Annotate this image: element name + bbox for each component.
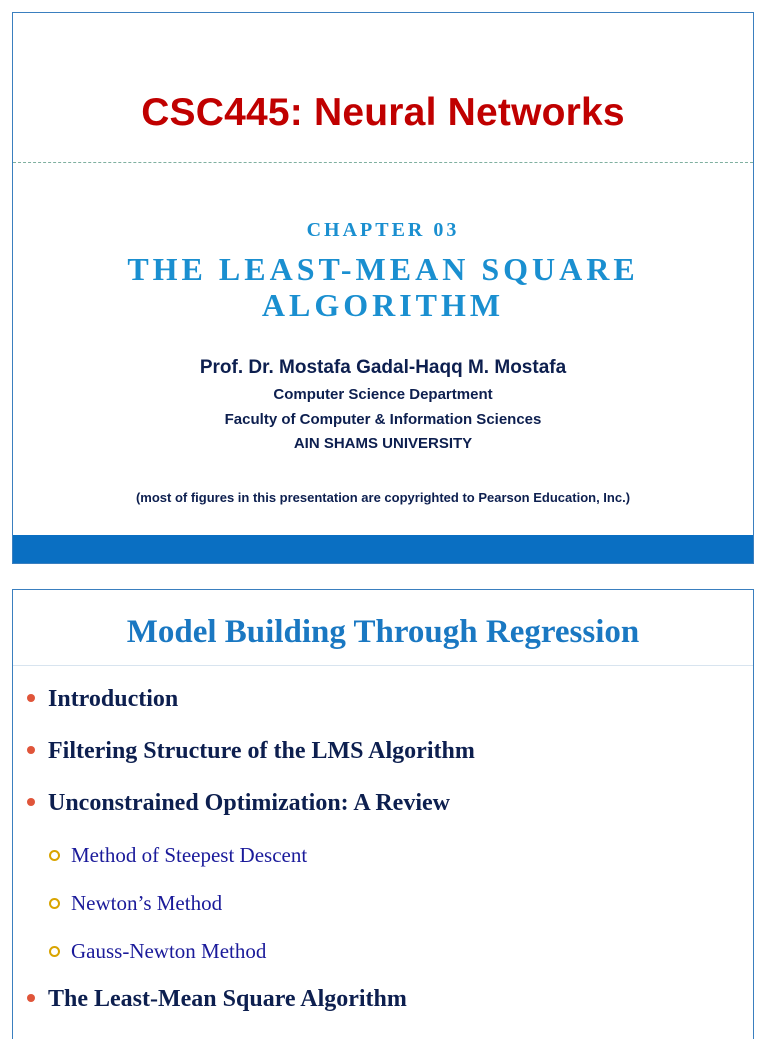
chapter-title-line-1: THE LEAST-MEAN SQUARE	[127, 251, 639, 287]
chapter-title	[13, 251, 753, 323]
course-title: CSC445: Neural Networks	[141, 91, 625, 134]
chapter-label: CHAPTER 03	[306, 219, 460, 241]
sub-bullet-item	[49, 939, 266, 965]
bullet-item	[27, 790, 450, 820]
title-divider	[13, 665, 753, 666]
slide-title: Model Building Through Regression	[126, 614, 640, 650]
title-slide	[12, 12, 754, 564]
sub-bullet-label: Newton’s Method	[71, 891, 223, 915]
sub-bullet-ring-icon	[49, 898, 60, 909]
bullet-item	[27, 686, 178, 716]
faculty: Faculty of Computer & Information Sciences	[224, 411, 542, 428]
bullet-label: Unconstrained Optimization: A Review	[48, 790, 450, 816]
copyright-note: (most of figures in this presentation are copyrighted to Pearson Education, Inc.)	[135, 490, 631, 505]
sub-bullet-ring-icon	[49, 946, 60, 957]
chapter-title-line-2: ALGORITHM	[261, 287, 505, 323]
bullet-item	[27, 738, 475, 768]
title-divider	[13, 162, 753, 163]
outline-slide	[12, 589, 754, 1039]
department: Computer Science Department	[273, 386, 493, 403]
bullet-dot-icon	[27, 798, 35, 806]
bullet-label: Filtering Structure of the LMS Algorithm	[48, 738, 475, 764]
footer-bar	[13, 535, 753, 563]
bullet-label: Introduction	[48, 686, 179, 712]
sub-bullet-ring-icon	[49, 850, 60, 861]
sub-bullet-label: Method of Steepest Descent	[71, 843, 308, 867]
university: AIN SHAMS UNIVERSITY	[293, 435, 473, 452]
author-name: Prof. Dr. Mostafa Gadal-Haqq M. Mostafa	[199, 357, 567, 378]
sub-bullet-item	[49, 891, 222, 917]
bullet-dot-icon	[27, 994, 35, 1002]
bullet-label: The Least-Mean Square Algorithm	[48, 986, 407, 1012]
bullet-dot-icon	[27, 746, 35, 754]
bullet-item	[27, 986, 407, 1016]
bullet-dot-icon	[27, 694, 35, 702]
sub-bullet-item	[49, 843, 307, 869]
sub-bullet-label: Gauss-Newton Method	[71, 939, 267, 963]
